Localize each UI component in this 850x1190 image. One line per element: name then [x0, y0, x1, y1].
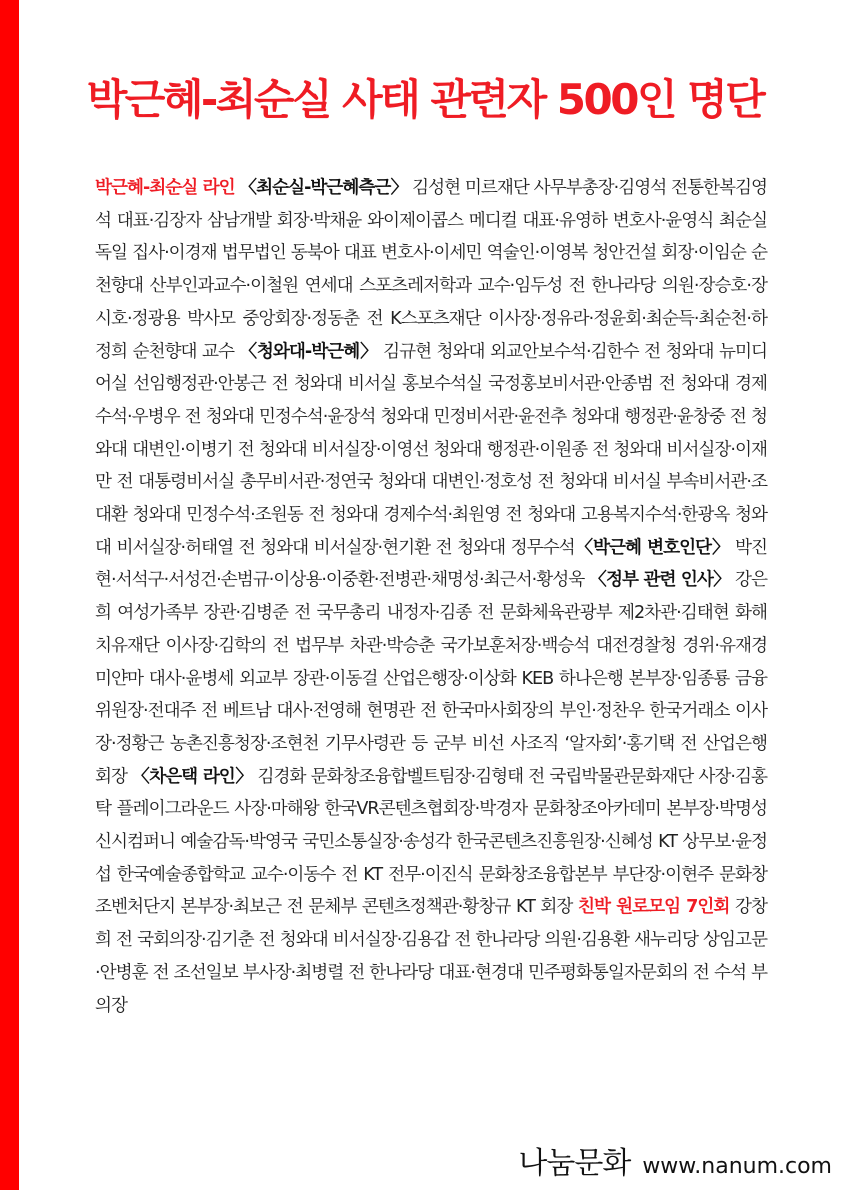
name-list-body [95, 172, 767, 1022]
subsection-cha-line-names: 김경화 문화창조융합벨트팀장·김형태 전 국립박물관문화재단 사장·김홍탁 플레이그라운드 사장·마해왕 한국VR콘텐츠협회장·박경자 문화창조아카데미 본부장·박명성 신시컴퍼니 예술감독·박영국 국민소통실장·송성각 한국콘텐츠진흥원장·신혜성 KT 상무보·윤정섭 한국예술종합학교 교수·이동수 전 KT 전무·이진식 문화창조융합본부 부단장·이현주 문화창조벤처단지 본부장·최보근 전 문체부 콘텐츠정책관·황창규 KT 회장 [95, 766, 767, 918]
section-label-park-choi-line: 박근혜-최순실 라인 [95, 178, 235, 198]
left-accent-bar [0, 0, 19, 1190]
subsection-blue-house-names: 김규현 청와대 외교안보수석·김한수 전 청와대 뉴미디어실 선임행정관·안봉근 전 청와대 비서실 홍보수석실 국정홍보비서관·안종범 전 청와대 경제수석·우병우 전 청와대 민정수석·윤장석 청와대 민정비서관·윤전추 청와대 행정관·윤창중 전 청와대 대변인·이병기 전 청와대 비서실장·이영선 청와대 행정관·이원종 전 청와대 비서실장·이재만 전 대통령비서실 총무비서관·정연국 청와대 대변인·정호성 전 청와대 비서실 부속비서관·조대환 청와대 민정수석·조원동 전 청와대 경제수석·최원영 전 청와대 고용복지수석·한광옥 청와대 비서실장·허태열 전 청와대 비서실장·현기환 전 청와대 정무수석 [95, 341, 768, 558]
section-label-seven-elders: 친박 원로모임 7인회 [578, 897, 730, 918]
subsection-government: 〈정부 관련 인사〉 [589, 570, 731, 591]
subsection-government-names: 강은희 여성가족부 장관·김병준 전 국무총리 내정자·김종 전 문화체육관광부 제2차관·김태현 화해치유재단 이사장·김학의 전 법무부 차관·박승춘 국가보훈처장·백승석 대전경찰청 경위·유재경 미얀마 대사·윤병세 외교부 장관·이동걸 산업은행장·이상화 KEB 하나은행 본부장·임종룡 금융위원장·전대주 전 베트남 대사·전영해 현명관 전 한국마사회장의 부인·정찬우 한국거래소 이사장·정황근 농촌진흥청장·조현천 기무사령관 등 군부 비선 사조직 ‘알자회’·홍기택 전 산업은행 회장 [95, 570, 767, 787]
page-title: 박근혜-최순실 사태 관련자 500인 명단 [86, 75, 764, 124]
footer [518, 1138, 832, 1180]
subsection-lawyers-names: 박진현·서석구·서성건·손범규·이상용·이중환·전병관·채명성·최근서·황성욱 [95, 537, 767, 591]
footer-url[interactable]: www.nanum.com [642, 1154, 832, 1179]
subsection-lawyers: 〈박근혜 변호인단〉 [574, 537, 730, 558]
subsection-cha-line: 〈차은택 라인〉 [132, 766, 253, 787]
footer-brand-logo: 나눔문화 [518, 1146, 631, 1181]
subsection-blue-house: 〈청와대-박근혜〉 [239, 341, 378, 362]
subsection-choi-aides: 〈최순실-박근혜측근〉 [239, 178, 408, 198]
seven-elders-names: 강창희 전 국회의장·김기춘 전 청와대 비서실장·김용갑 전 한나라당 의원·김용환 새누리당 상임고문·안병훈 전 조선일보 부사장·최병렬 전 한나라당 대표·현경대 민주평화통일자문회의 전 수석 부의장 [95, 897, 767, 1016]
subsection-choi-aides-names: 김성현 미르재단 사무부총장·김영석 전통한복김영석 대표·김장자 삼남개발 회장·박채윤 와이제이콥스 메디컬 대표·유영하 변호사·윤영식 최순실 독일 집사·이경재 법무법인 동북아 대표 변호사·이세민 역술인·이영복 청안건설 회장·이임순 순천향대 산부인과교수·이철원 연세대 스포츠레저학과 교수·임두성 전 한나라당 의원·장승호·장시호·정광용 박사모 중앙회장·정동춘 전 K스포츠재단 이사장·정유라·정윤회·최순득·최순천·하정희 순천향대 교수 [95, 178, 767, 362]
